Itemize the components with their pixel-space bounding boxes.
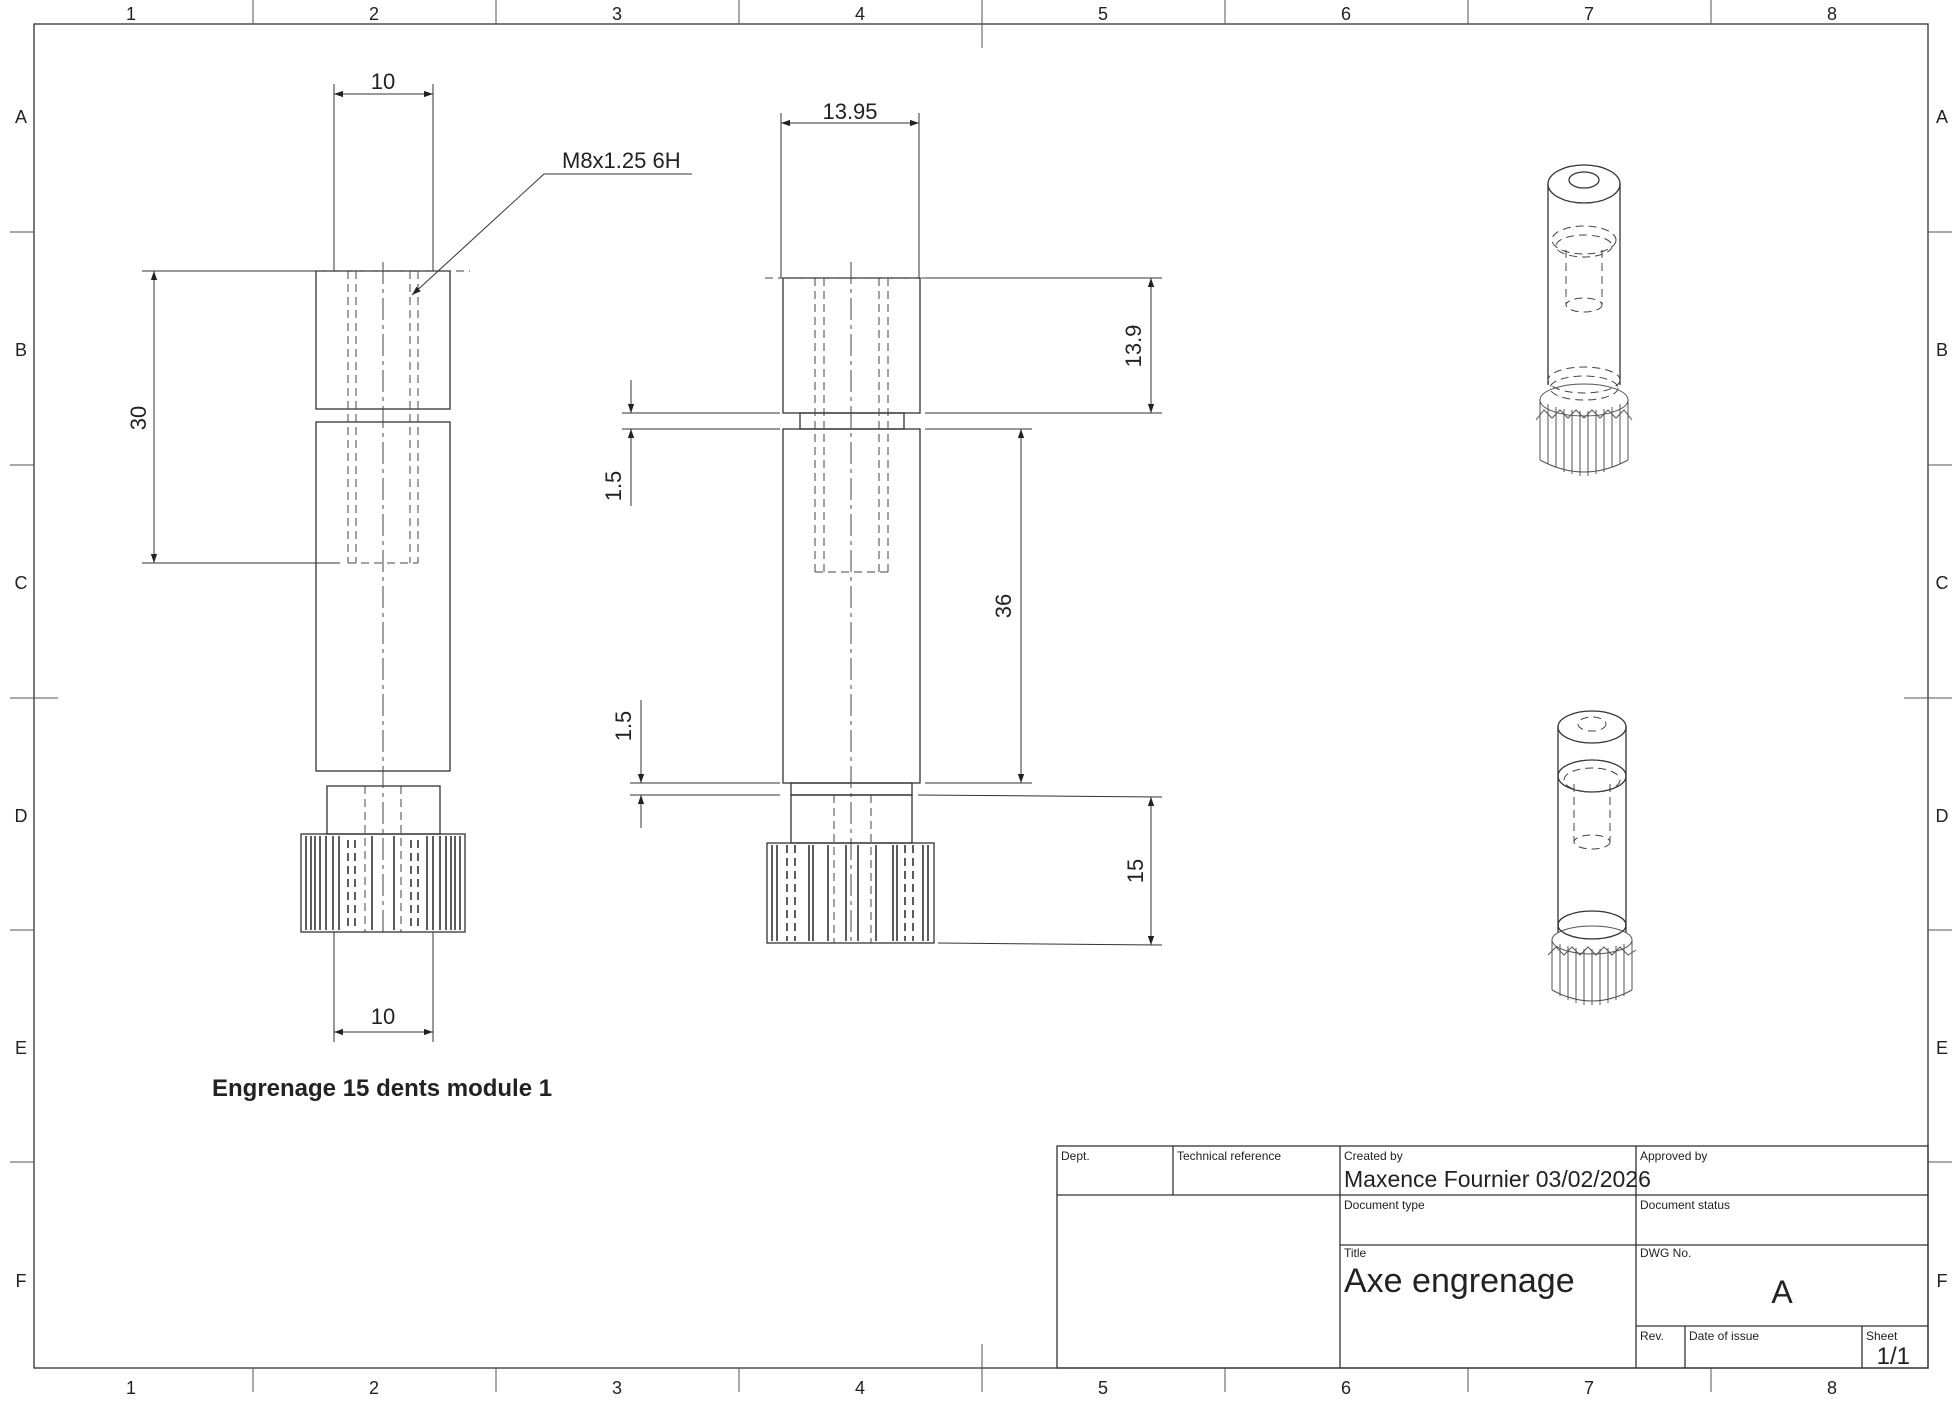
frame-col-label: 1 (125, 1378, 137, 1398)
frame-row-label: F (15, 1271, 27, 1291)
frame-col-label: 6 (1340, 1378, 1352, 1398)
iso-gear-bottom (1548, 926, 1636, 1005)
isometric-view-top (1536, 165, 1632, 476)
tb-dwg-no-label: DWG No. (1640, 1246, 1692, 1260)
tb-doc-status-label: Document status (1640, 1198, 1731, 1212)
frame-col-label: 2 (368, 4, 380, 24)
view-caption: Engrenage 15 dents module 1 (212, 1075, 553, 1102)
dim-front-thread-depth: 30 (126, 405, 151, 431)
frame-row-labels (15, 107, 1949, 1291)
frame-col-label: 3 (611, 4, 623, 24)
tb-created-by-value: Maxence Fournier 03/02/2026 (1344, 1166, 1651, 1192)
frame-col-label: 6 (1340, 4, 1352, 24)
frame-col-label: 7 (1583, 1378, 1595, 1398)
dim-side-top-height: 13.9 (1121, 324, 1146, 368)
front-view-dimensions (126, 69, 692, 1042)
frame-col-label: 1 (125, 4, 137, 24)
dim-front-top-width: 10 (370, 69, 396, 94)
tb-dept-label: Dept. (1061, 1149, 1090, 1163)
frame-row-label: D (14, 806, 28, 826)
frame-row-label: B (14, 340, 28, 360)
dim-side-top-width: 13.95 (822, 99, 878, 124)
frame-row-label: A (14, 107, 28, 127)
tb-created-by-label: Created by (1344, 1149, 1403, 1163)
side-view-dimensions (601, 99, 1162, 945)
front-view (300, 262, 470, 935)
tb-doc-type-label: Document type (1344, 1198, 1425, 1212)
tb-sheet-value: 1/1 (1876, 1343, 1910, 1370)
tb-dwg-no-value: A (1771, 1274, 1793, 1310)
frame-col-label: 2 (368, 1378, 380, 1398)
frame-row-label: E (1935, 1038, 1949, 1058)
frame-col-label: 5 (1097, 4, 1109, 24)
frame-col-label: 8 (1826, 1378, 1838, 1398)
drawing-frame (10, 0, 1952, 1392)
iso-gear-top (1536, 384, 1632, 476)
frame-col-label: 4 (854, 1378, 866, 1398)
side-view (765, 262, 934, 945)
dim-side-gear-height: 15 (1123, 858, 1148, 884)
frame-row-label: C (1935, 573, 1949, 593)
thread-callout: M8x1.25 6H (562, 148, 681, 173)
frame-col-label: 5 (1097, 1378, 1109, 1398)
frame-col-label: 7 (1583, 4, 1595, 24)
dim-side-body-length: 36 (991, 593, 1016, 619)
tb-date-issue-label: Date of issue (1689, 1329, 1760, 1343)
frame-col-label: 4 (854, 4, 866, 24)
frame-row-label: F (1936, 1271, 1948, 1291)
isometric-view-bottom (1548, 711, 1636, 1005)
tb-sheet-label: Sheet (1866, 1329, 1898, 1343)
tb-title-value: Axe engrenage (1344, 1262, 1575, 1300)
frame-row-label: C (14, 573, 28, 593)
dim-front-bottom-width: 10 (370, 1004, 396, 1029)
tb-rev-label: Rev. (1640, 1329, 1664, 1343)
title-block (1057, 1146, 1928, 1370)
tb-tech-ref-label: Technical reference (1177, 1149, 1282, 1163)
frame-row-label: E (14, 1038, 28, 1058)
dim-side-groove-bottom: 1.5 (611, 710, 636, 742)
frame-row-label: D (1935, 806, 1949, 826)
tb-approved-by-label: Approved by (1640, 1149, 1708, 1163)
frame-row-label: A (1935, 107, 1949, 127)
frame-col-label: 8 (1826, 4, 1838, 24)
tb-title-label: Title (1344, 1246, 1367, 1260)
frame-col-label: 3 (611, 1378, 623, 1398)
dim-side-groove-top: 1.5 (601, 470, 626, 502)
frame-row-label: B (1935, 340, 1949, 360)
